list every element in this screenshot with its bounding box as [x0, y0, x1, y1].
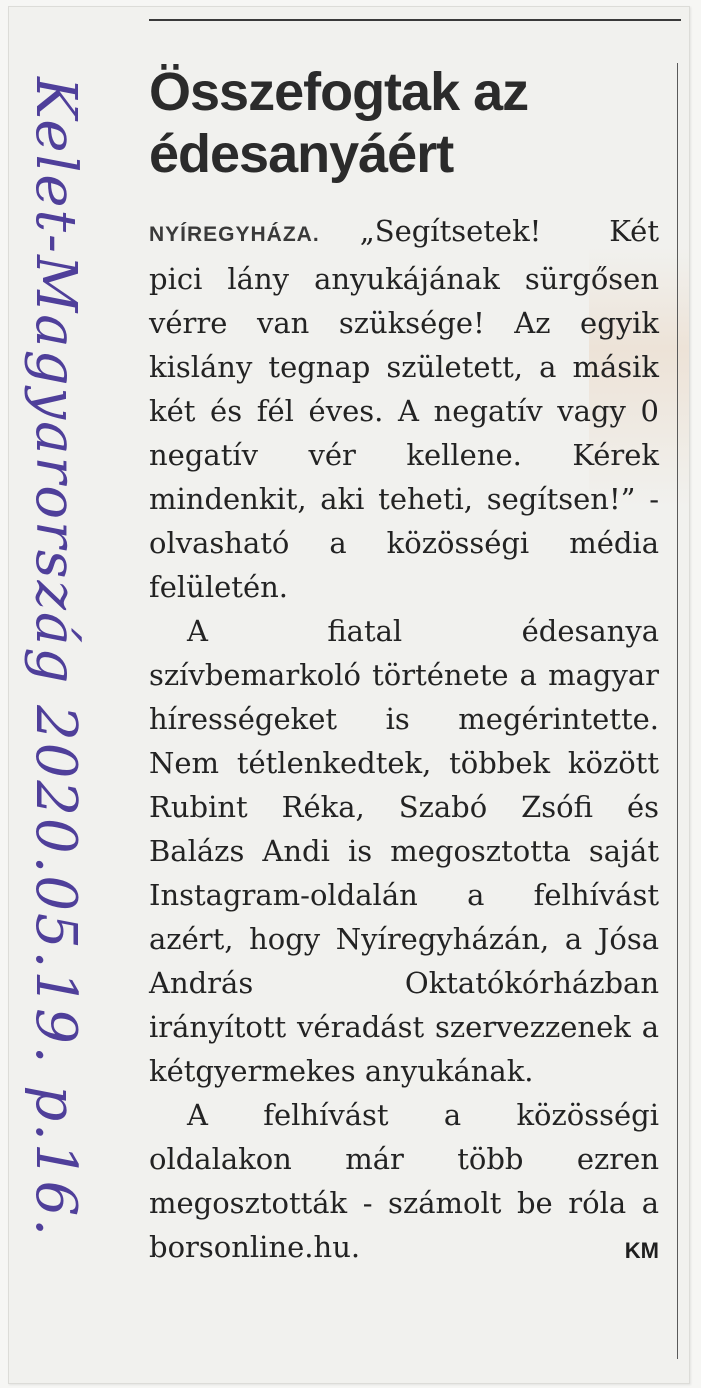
paragraph-3-text: A felhívást a közösségi oldalakon már több ezren megosztották - számolt be róla a borsonline.hu.: [149, 1098, 659, 1264]
paragraph-3: [149, 1093, 659, 1269]
dateline: NYÍREGYHÁZA.: [149, 223, 320, 246]
handwritten-source-note: Kelet-Magyarország 2020.05.19. p.16.: [23, 77, 88, 1239]
paragraph-1-text: „Segítsetek! Két pici lány anyukájának sürgősen vérre van szüksége! Az egyik kislány tegnap született, a másik két és fél éves. A negatív vagy 0 negatív vér kellene. Kérek mindenkit, aki teheti, segítsen!” - olvasható a közösségi média felületén.: [149, 214, 659, 604]
article-body: [149, 209, 659, 1273]
paragraph-1: [149, 209, 659, 609]
top-rule: [149, 19, 681, 21]
paragraph-2: A fiatal édesanya szívbemarkoló története a magyar hírességeket is megérintette. Nem tétlenkedtek, többek között Rubint Réka, Szabó Zsófi és Balázs Andi is megosztotta saját Instagram-oldalán a felhívást azért, hogy Nyíregyházán, a Jósa András Oktatókórházban irányított véradást szervezzenek a kétgyermekes anyukának.: [149, 614, 659, 1088]
headline: Összefogtak az édesanyáért: [149, 62, 529, 184]
byline: KM: [624, 1238, 659, 1263]
column-rule: [677, 63, 678, 1359]
newspaper-clipping: [8, 6, 690, 1384]
